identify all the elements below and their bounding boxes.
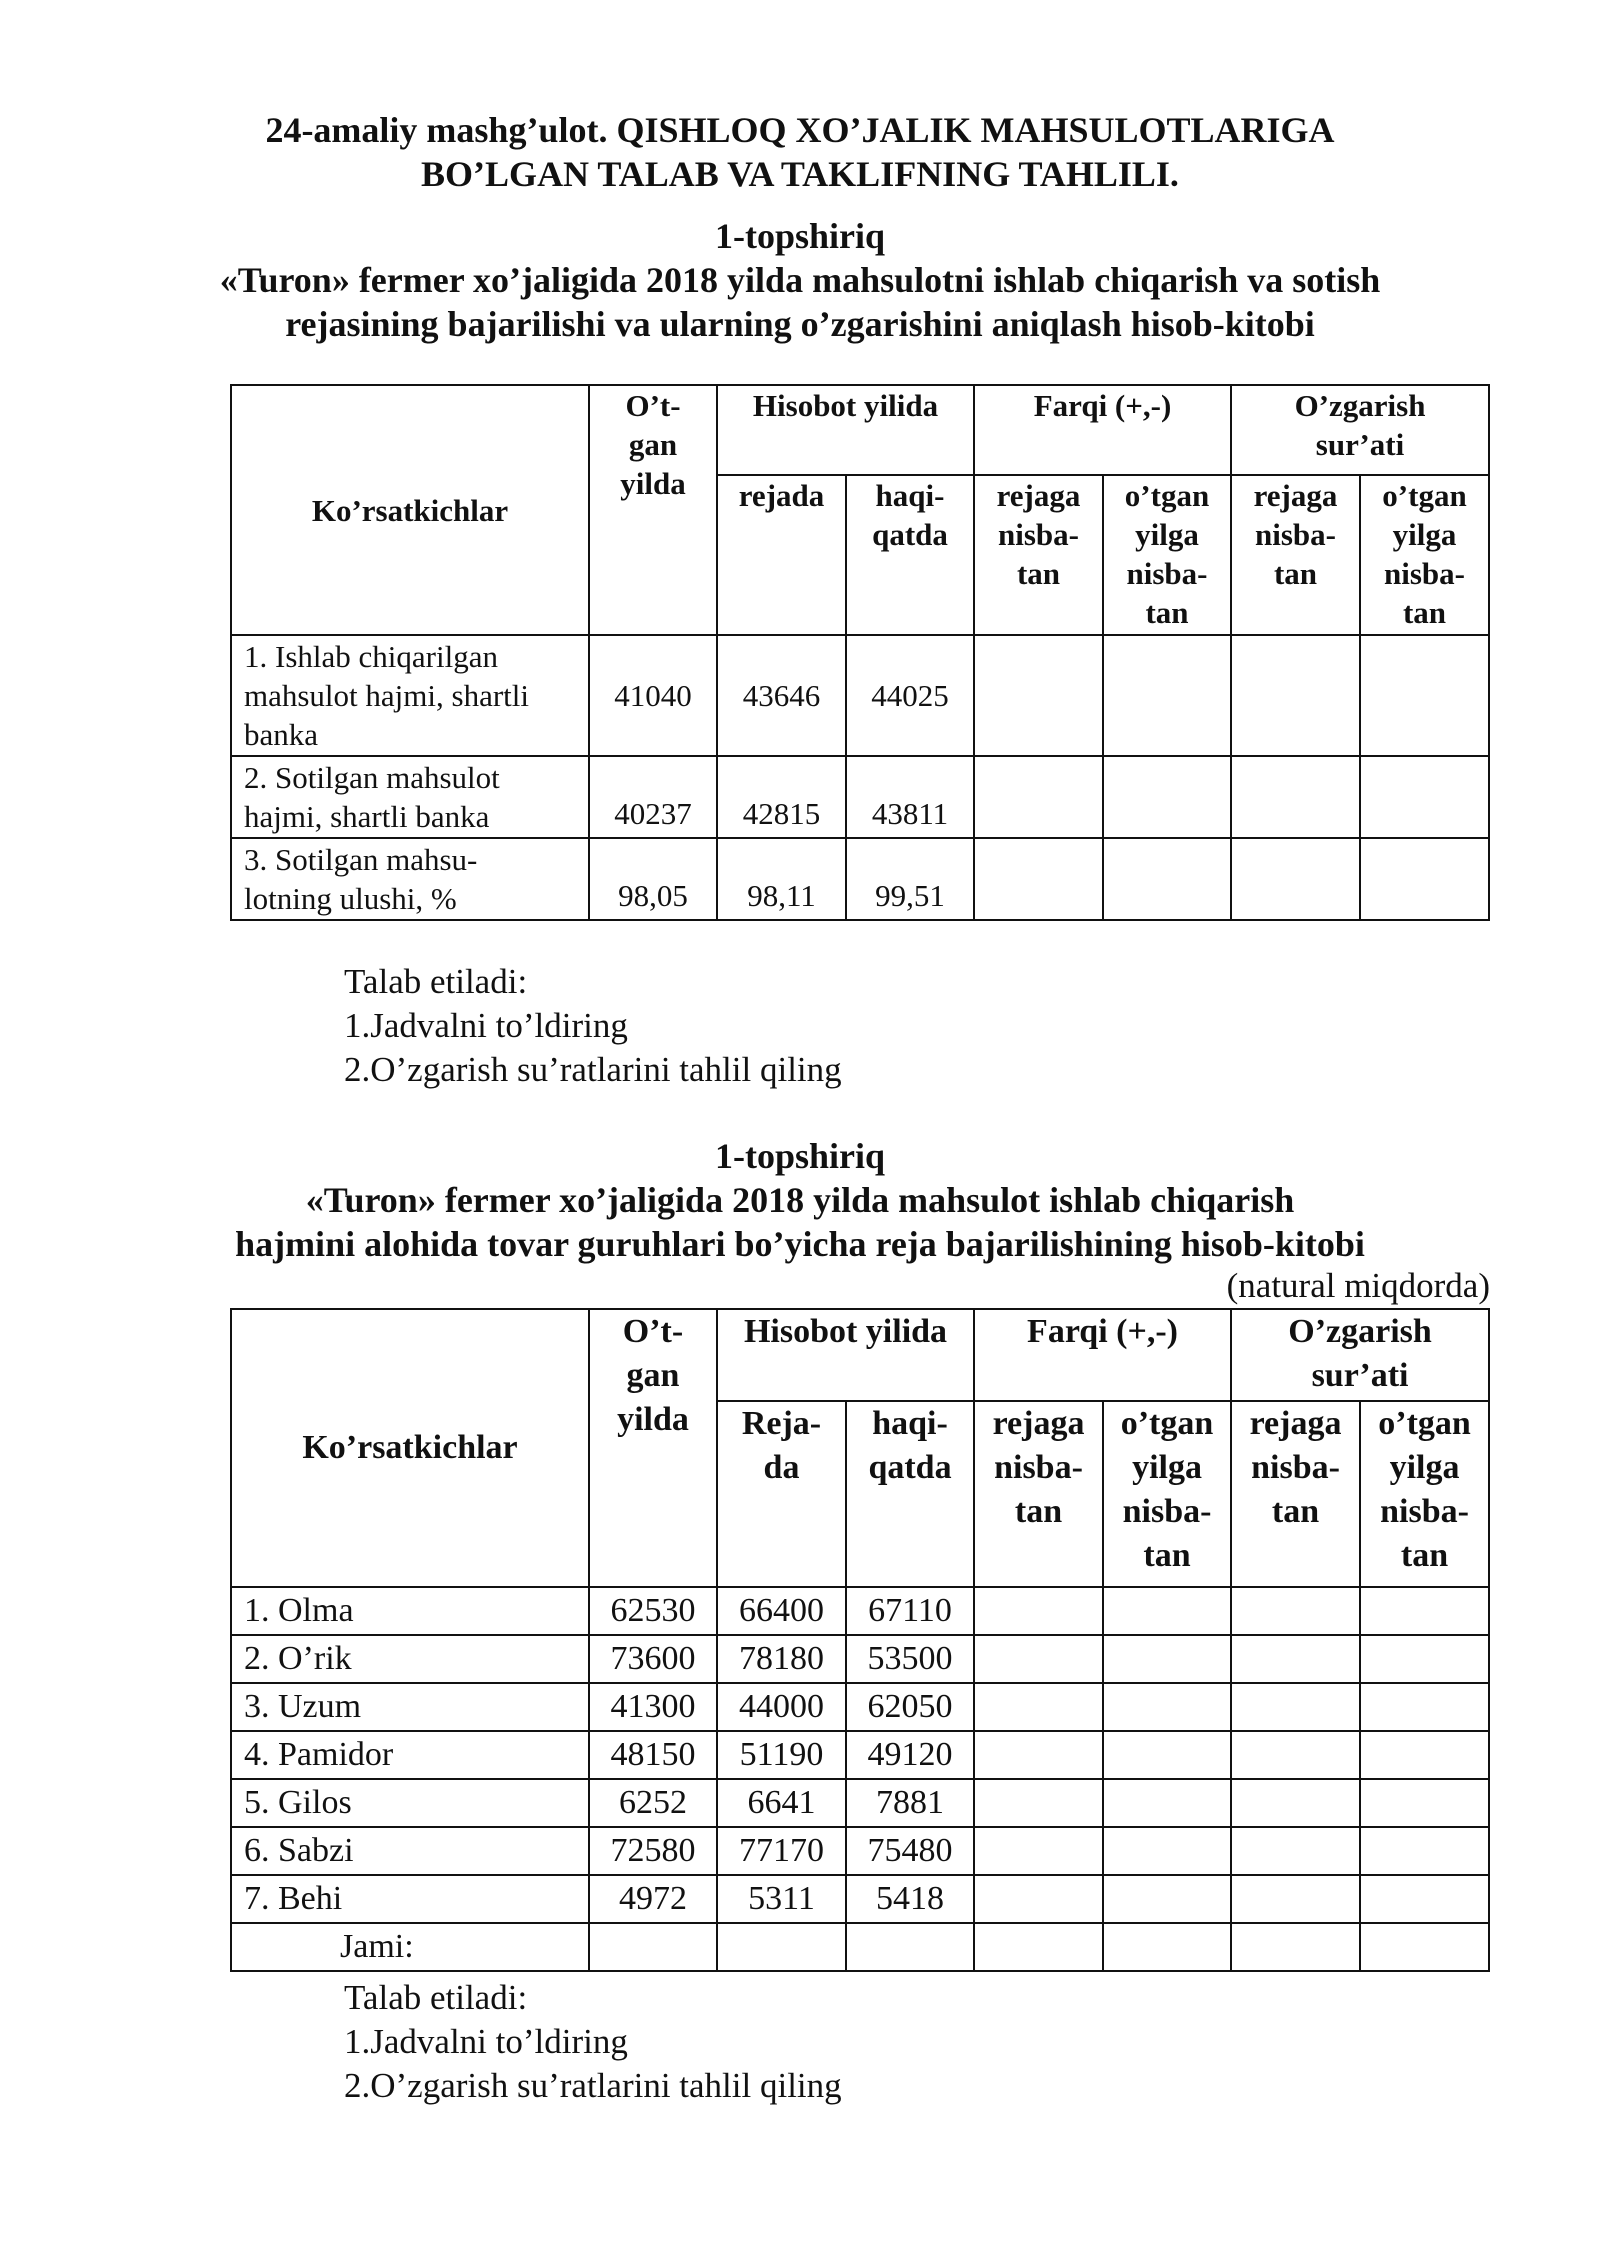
cell-empty	[1360, 1635, 1489, 1683]
cell-empty	[974, 635, 1103, 756]
cell-empty	[1360, 1731, 1489, 1779]
cell-prev: 98,05	[589, 838, 717, 920]
cell-plan: 6641	[717, 1779, 846, 1827]
row-label: 6. Sabzi	[231, 1827, 589, 1875]
cell-plan: 51190	[717, 1731, 846, 1779]
cell-plan: 77170	[717, 1827, 846, 1875]
row-label: 7. Behi	[231, 1875, 589, 1923]
cell-empty	[1231, 1875, 1360, 1923]
cell-empty	[974, 838, 1103, 920]
task1-header-prev-year: O’t- gan yilda	[589, 385, 717, 635]
task1-header-difference: Farqi (+,-)	[974, 385, 1231, 475]
cell-prev: 73600	[589, 1635, 717, 1683]
cell-empty	[1231, 1923, 1360, 1971]
cell-empty	[1103, 635, 1231, 756]
cell-plan: 44000	[717, 1683, 846, 1731]
task2-unit-note: (natural miqdorda)	[1226, 1266, 1490, 1305]
cell-empty	[1231, 635, 1360, 756]
task1-heading: 1-topshiriq	[714, 216, 886, 256]
cell-actual: 5418	[846, 1875, 974, 1923]
cell-empty	[846, 1923, 974, 1971]
table-row	[231, 838, 1489, 920]
cell-prev: 72580	[589, 1827, 717, 1875]
task1-required-label: Talab etiladi:	[344, 962, 528, 1001]
table-row	[231, 1779, 1489, 1827]
cell-prev: 6252	[589, 1779, 717, 1827]
cell-empty	[1231, 1683, 1360, 1731]
cell-actual: 43811	[846, 756, 974, 838]
cell-actual: 62050	[846, 1683, 974, 1731]
cell-empty	[1231, 1635, 1360, 1683]
cell-prev: 62530	[589, 1587, 717, 1635]
cell-empty	[974, 1779, 1103, 1827]
task1-header-actual: haqi- qatda	[846, 475, 974, 635]
cell-empty	[1360, 1587, 1489, 1635]
task2-subtitle-line1: «Turon» fermer xo’jaligida 2018 yilda mahsulot ishlab chiqarish	[305, 1180, 1295, 1220]
task1-header-indicators: Ko’rsatkichlar	[231, 385, 589, 635]
cell-empty	[1360, 1923, 1489, 1971]
row-label: 2. O’rik	[231, 1635, 589, 1683]
cell-plan: 98,11	[717, 838, 846, 920]
cell-plan: 42815	[717, 756, 846, 838]
task2-header-difference: Farqi (+,-)	[974, 1309, 1231, 1401]
task2-required-label: Talab etiladi:	[344, 1978, 528, 2017]
total-label: Jami:	[231, 1923, 589, 1971]
cell-actual: 49120	[846, 1731, 974, 1779]
cell-empty	[589, 1923, 717, 1971]
task2-header-vs-plan: rejaga nisba- tan	[974, 1401, 1103, 1587]
cell-prev: 40237	[589, 756, 717, 838]
cell-empty	[1103, 838, 1231, 920]
cell-actual: 75480	[846, 1827, 974, 1875]
cell-plan: 43646	[717, 635, 846, 756]
row-label: 4. Pamidor	[231, 1731, 589, 1779]
cell-empty	[1360, 756, 1489, 838]
task1-header-rate-vs-plan: rejaga nisba- tan	[1231, 475, 1360, 635]
row-label: 3. Sotilgan mahsu- lotning ulushi, %	[231, 838, 589, 920]
task2-table	[230, 1308, 1490, 1972]
row-label: 1. Olma	[231, 1587, 589, 1635]
task1-header-rate-vs-prev: o’tgan yilga nisba- tan	[1360, 475, 1489, 635]
row-label: 5. Gilos	[231, 1779, 589, 1827]
task1-table	[230, 384, 1490, 921]
table-row-total	[231, 1923, 1489, 1971]
cell-actual: 67110	[846, 1587, 974, 1635]
cell-empty	[974, 1923, 1103, 1971]
task2-header-prev-year: O’t- gan yilda	[589, 1309, 717, 1587]
cell-empty	[1103, 1635, 1231, 1683]
task2-header-rate-vs-plan: rejaga nisba- tan	[1231, 1401, 1360, 1587]
cell-empty	[974, 1875, 1103, 1923]
cell-plan: 66400	[717, 1587, 846, 1635]
cell-empty	[1231, 1779, 1360, 1827]
cell-empty	[1103, 1683, 1231, 1731]
task2-header-rate-vs-prev: o’tgan yilga nisba- tan	[1360, 1401, 1489, 1587]
table-row	[231, 756, 1489, 838]
table-row	[231, 1683, 1489, 1731]
cell-empty	[1360, 1875, 1489, 1923]
task1-header-vs-plan: rejaga nisba- tan	[974, 475, 1103, 635]
task2-header-report-year: Hisobot yilida	[717, 1309, 974, 1401]
table-row	[231, 635, 1489, 756]
cell-empty	[717, 1923, 846, 1971]
cell-empty	[1103, 756, 1231, 838]
cell-empty	[1103, 1827, 1231, 1875]
task1-header-rate: O’zgarish sur’ati	[1231, 385, 1489, 475]
cell-empty	[974, 756, 1103, 838]
table-row	[231, 1731, 1489, 1779]
task1-subtitle-line2: rejasining bajarilishi va ularning o’zgarishini aniqlash hisob-kitobi	[285, 304, 1315, 344]
row-label: 3. Uzum	[231, 1683, 589, 1731]
cell-actual: 53500	[846, 1635, 974, 1683]
task2-header-rate: O’zgarish sur’ati	[1231, 1309, 1489, 1401]
task2-header-vs-prev: o’tgan yilga nisba- tan	[1103, 1401, 1231, 1587]
cell-empty	[1360, 635, 1489, 756]
cell-empty	[1103, 1923, 1231, 1971]
task1-required-item2: 2.O’zgarish su’ratlarini tahlil qiling	[344, 1050, 842, 1089]
task1-header-vs-prev: o’tgan yilga nisba- tan	[1103, 475, 1231, 635]
cell-empty	[1103, 1875, 1231, 1923]
table-row	[231, 1635, 1489, 1683]
page-title-line2: BO’LGAN TALAB VA TAKLIFNING TAHLILI.	[421, 154, 1179, 194]
task2-heading: 1-topshiriq	[714, 1136, 886, 1176]
page-title-line1: 24-amaliy mashg’ulot. QISHLOQ XO’JALIK MAHSULOTLARIGA	[265, 110, 1335, 150]
table-row	[231, 1587, 1489, 1635]
cell-empty	[1360, 1827, 1489, 1875]
cell-actual: 44025	[846, 635, 974, 756]
task2-header-actual: haqi- qatda	[846, 1401, 974, 1587]
cell-empty	[974, 1683, 1103, 1731]
task2-required-item2: 2.O’zgarish su’ratlarini tahlil qiling	[344, 2066, 842, 2105]
row-label: 1. Ishlab chiqarilgan mahsulot hajmi, shartli banka	[231, 635, 589, 756]
cell-actual: 99,51	[846, 838, 974, 920]
cell-empty	[1360, 1683, 1489, 1731]
cell-empty	[1231, 1827, 1360, 1875]
table-row	[231, 1875, 1489, 1923]
cell-plan: 78180	[717, 1635, 846, 1683]
row-label: 2. Sotilgan mahsulot hajmi, shartli banka	[231, 756, 589, 838]
cell-empty	[974, 1731, 1103, 1779]
cell-empty	[1103, 1779, 1231, 1827]
task2-required-item1: 1.Jadvalni to’ldiring	[344, 2022, 628, 2061]
table-row	[231, 1827, 1489, 1875]
cell-empty	[974, 1827, 1103, 1875]
task2-header-plan: Reja- da	[717, 1401, 846, 1587]
cell-empty	[1103, 1731, 1231, 1779]
task2-subtitle-line2: hajmini alohida tovar guruhlari bo’yicha reja bajarilishining hisob-kitobi	[235, 1224, 1365, 1264]
cell-empty	[1231, 838, 1360, 920]
cell-empty	[1360, 1779, 1489, 1827]
cell-empty	[974, 1587, 1103, 1635]
cell-prev: 4972	[589, 1875, 717, 1923]
cell-actual: 7881	[846, 1779, 974, 1827]
cell-prev: 41040	[589, 635, 717, 756]
task1-header-plan: rejada	[717, 475, 846, 635]
cell-empty	[1231, 1731, 1360, 1779]
cell-prev: 48150	[589, 1731, 717, 1779]
task2-header-indicators: Ko’rsatkichlar	[231, 1309, 589, 1587]
task1-header-report-year: Hisobot yilida	[717, 385, 974, 475]
cell-empty	[1231, 756, 1360, 838]
cell-empty	[1360, 838, 1489, 920]
cell-empty	[1231, 1587, 1360, 1635]
task1-subtitle-line1: «Turon» fermer xo’jaligida 2018 yilda mahsulotni ishlab chiqarish va sotish	[219, 260, 1381, 300]
cell-empty	[974, 1635, 1103, 1683]
cell-empty	[1103, 1587, 1231, 1635]
cell-prev: 41300	[589, 1683, 717, 1731]
cell-plan: 5311	[717, 1875, 846, 1923]
task1-required-item1: 1.Jadvalni to’ldiring	[344, 1006, 628, 1045]
